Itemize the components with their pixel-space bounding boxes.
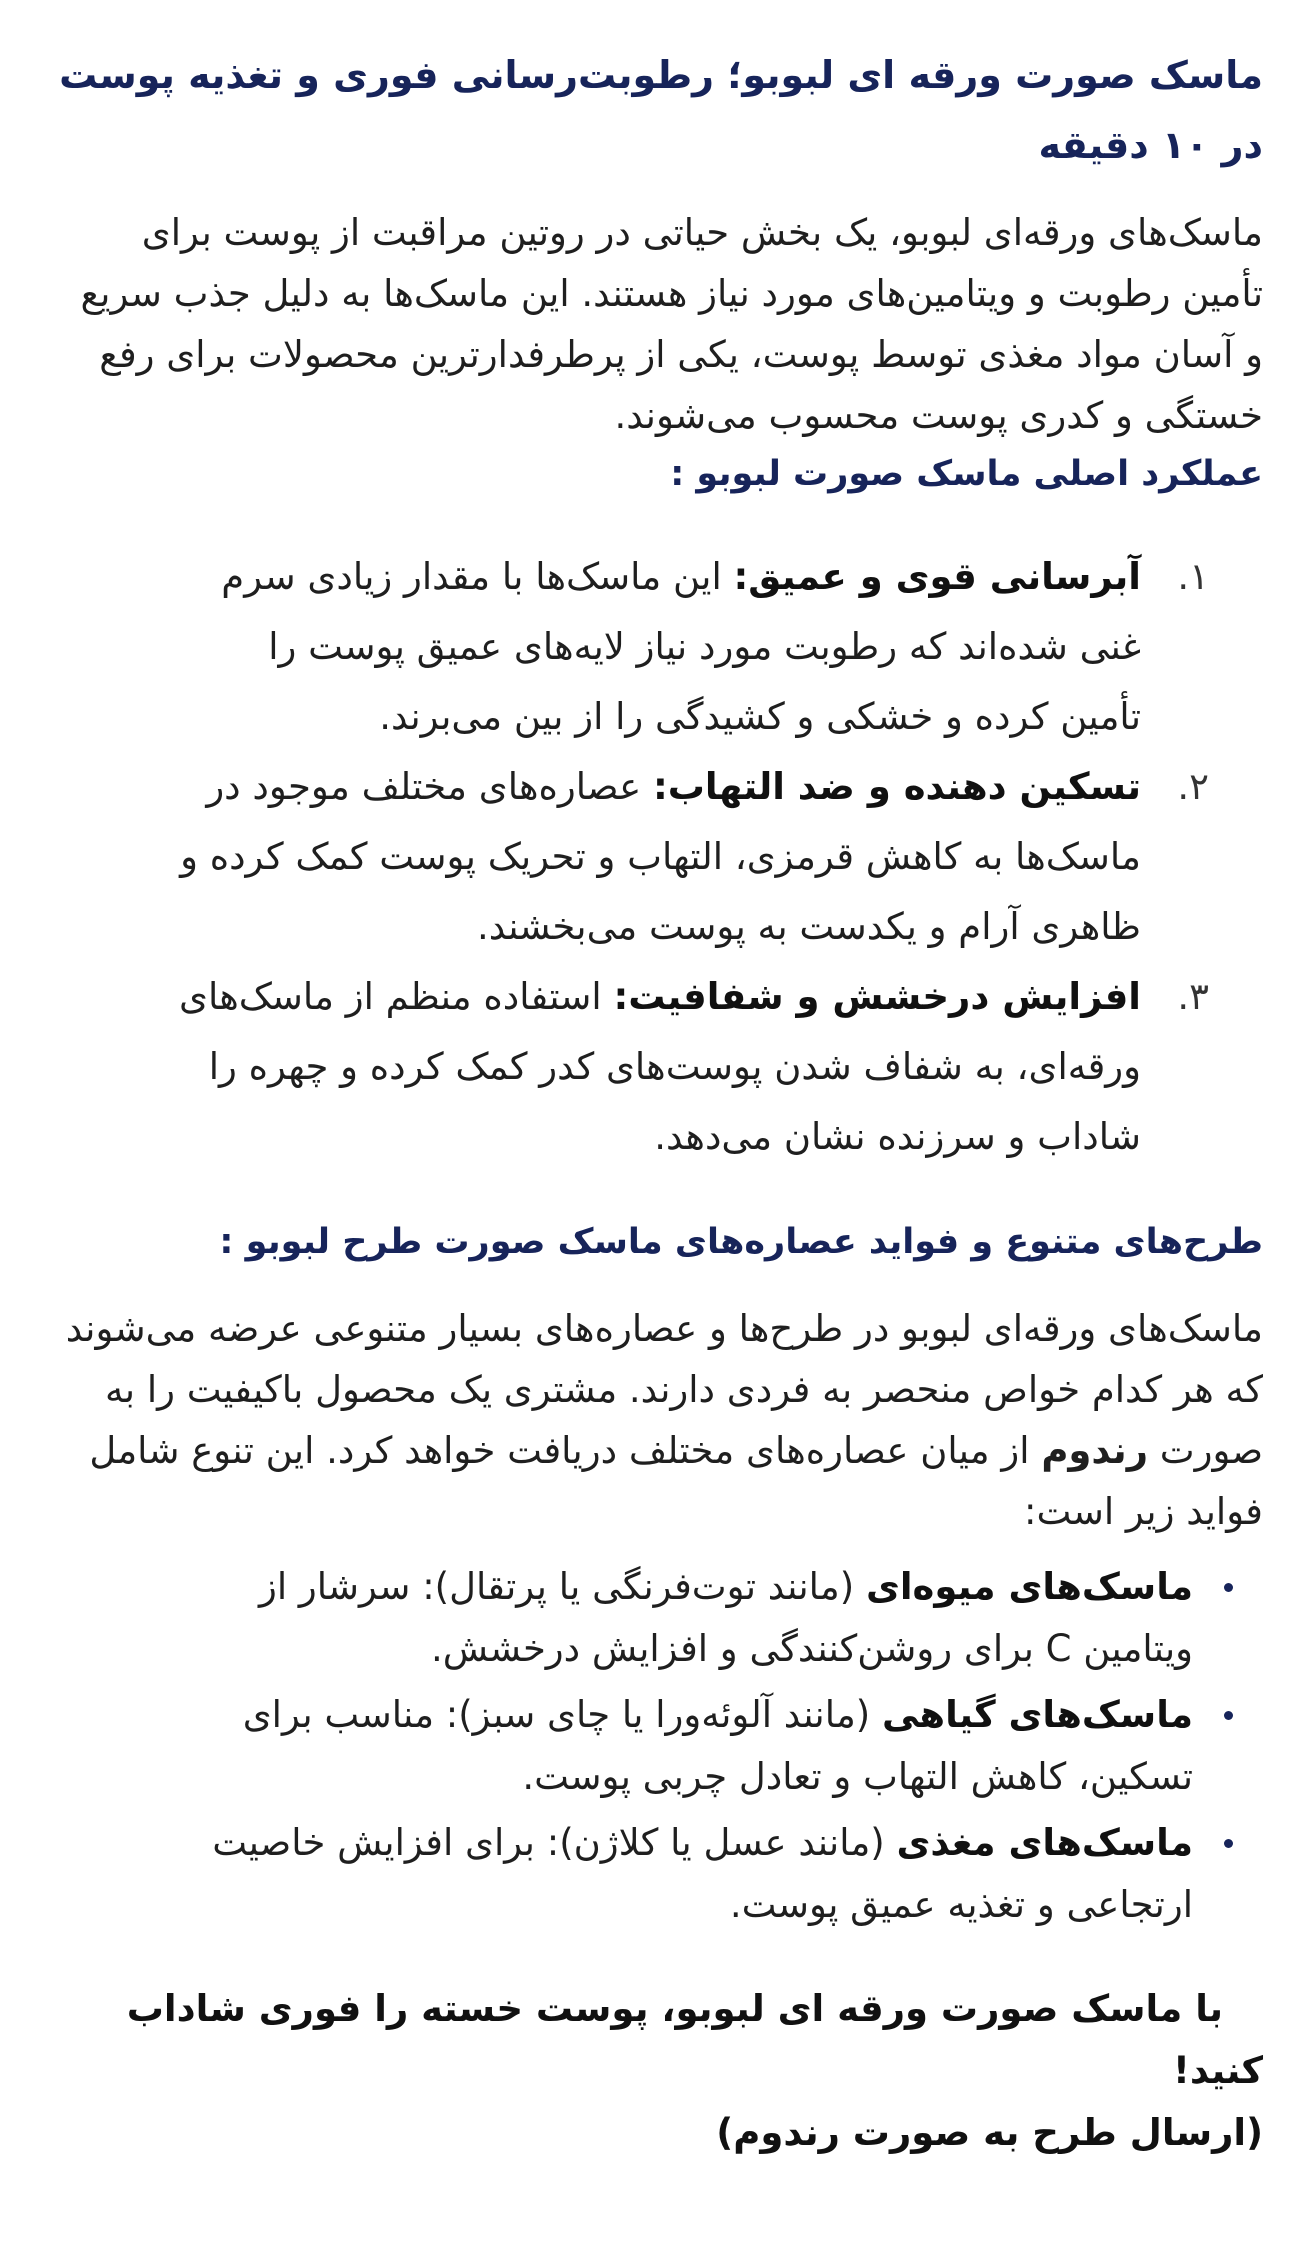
- function-list: [58, 542, 1263, 1172]
- item-label: ماسک‌های مغذی: [896, 1821, 1193, 1864]
- mask-types-list: [58, 1556, 1263, 1936]
- list-number: ۳.: [1177, 975, 1209, 1018]
- bullet-icon: [1224, 1711, 1233, 1720]
- main-function-heading: عملکرد اصلی ماسک صورت لبوبو :: [670, 454, 1263, 494]
- designs-text-end: از میان عصاره‌های مختلف دریافت خواهد کرد. این تنوع شامل فواید زیر است:: [89, 1429, 1263, 1533]
- list-item: [178, 752, 1209, 962]
- item-label: تسکین دهنده و ضد التهاب:: [652, 765, 1141, 808]
- list-item: [208, 1556, 1193, 1680]
- item-text: این ماسک‌ها با مقدار زیادی سرم غنی شده‌اند که رطوبت مورد نیاز لایه‌های عمیق پوست را تأمین کرده و خشکی و کشیدگی را از بین می‌برند.: [221, 555, 1141, 738]
- closing-statement: [58, 1978, 1263, 2164]
- item-text: (مانند توت‌فرنگی یا پرتقال): سرشار از ویتامین C برای روشن‌کنندگی و افزایش درخشش.: [258, 1565, 1193, 1670]
- random-emphasis: رندوم: [1041, 1429, 1148, 1472]
- list-item: [208, 1684, 1193, 1808]
- item-text: (مانند آلوئه‌ورا یا چای سبز): مناسب برای تسکین، کاهش التهاب و تعادل چربی پوست.: [242, 1693, 1193, 1798]
- item-label: افزایش درخشش و شفافیت:: [613, 975, 1141, 1018]
- intro-paragraph: ماسک‌های ورقه‌ای لبوبو، یک بخش حیاتی در روتین مراقبت از پوست برای تأمین رطوبت و ویتامین‌های مورد نیاز هستند. این ماسک‌ها به دلیل جذب سریع و آسان مواد مغذی توسط پوست، یکی از پرطرفدارترین محصولات برای رفع خستگی و کدری پوست محسوب می‌شوند.: [80, 211, 1263, 437]
- closing-line-1: با ماسک صورت ورقه ای لبوبو، پوست خسته را فوری شاداب کنید!: [126, 1987, 1263, 2092]
- item-text: (مانند عسل یا کلاژن): برای افزایش خاصیت ارتجاعی و تغذیه عمیق پوست.: [212, 1821, 1193, 1926]
- item-label: آبرسانی قوی و عمیق:: [733, 555, 1141, 598]
- designs-paragraph: [58, 1298, 1263, 1542]
- bullet-icon: [1224, 1839, 1233, 1848]
- bullet-icon: [1224, 1583, 1233, 1592]
- designs-text-start: ماسک‌های ورقه‌ای لبوبو در طرح‌ها و عصاره‌های بسیار متنوعی عرضه می‌شوند که هر کدام خواص منحصر به فردی دارند. مشتری یک محصول باکیفیت را به صورت: [65, 1307, 1263, 1472]
- list-item: [178, 542, 1209, 752]
- closing-line-2: (ارسال طرح به صورت رندوم): [716, 2111, 1263, 2154]
- item-label: ماسک‌های میوه‌ای: [865, 1565, 1193, 1608]
- item-text: استفاده منظم از ماسک‌های ورقه‌ای، به شفاف شدن پوست‌های کدر کمک کرده و چهره را شاداب و سرزنده نشان می‌دهد.: [179, 975, 1141, 1158]
- list-number: ۲.: [1177, 765, 1209, 808]
- item-label: ماسک‌های گیاهی: [881, 1693, 1193, 1736]
- list-item: [208, 1812, 1193, 1936]
- list-number: ۱.: [1177, 555, 1209, 598]
- designs-heading: طرح‌های متنوع و فواید عصاره‌های ماسک صورت طرح لبوبو :: [219, 1222, 1263, 1262]
- page-title: ماسک صورت ورقه ای لبوبو؛ رطوبت‌رسانی فوری و تغذیه پوست در ۱۰ دقیقه: [59, 53, 1263, 167]
- list-item: [178, 962, 1209, 1172]
- item-text: عصاره‌های مختلف موجود در ماسک‌ها به کاهش قرمزی، التهاب و تحریک پوست کمک کرده و ظاهری آرام و یکدست به پوست می‌بخشند.: [180, 765, 1141, 948]
